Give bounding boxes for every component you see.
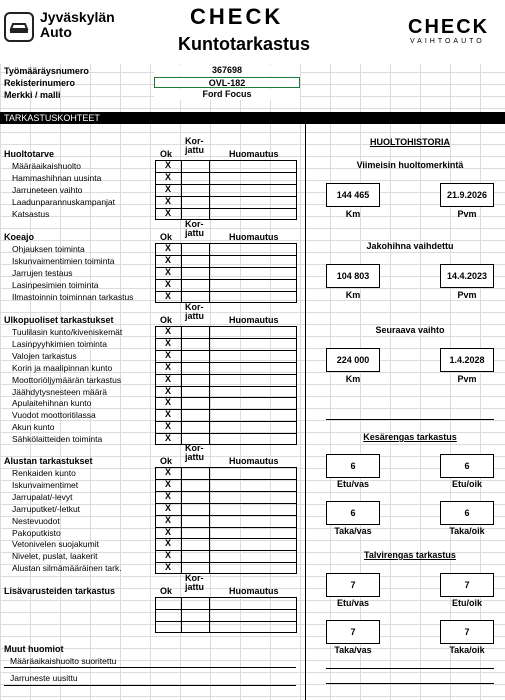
table-row-line [155, 621, 297, 622]
next-date[interactable]: 1.4.2028 [440, 348, 494, 372]
col-fixed-header-1: Kor- [185, 443, 204, 453]
col-ok-header: Ok [160, 586, 173, 596]
summer-front-left[interactable]: 6 [326, 454, 380, 478]
page-title: Kuntotarkastus [178, 34, 311, 54]
ok-check-mark[interactable]: X [164, 514, 171, 525]
check-logo: CHECK [190, 4, 284, 29]
inspection-item: Ohjauksen toiminta [12, 244, 85, 254]
col-fixed-header-1: Kor- [185, 573, 204, 583]
column-divider [305, 124, 306, 700]
summer-fl-label: Etu/vas [336, 479, 369, 489]
car-icon [4, 12, 34, 42]
section-title: Alustan tarkastukset [4, 456, 93, 466]
ok-check-mark[interactable]: X [164, 183, 171, 194]
col-fixed-header-1: Kor- [185, 219, 204, 229]
inspection-item: Alustan silmämääräinen tark. [12, 563, 122, 574]
belt-date-label: Pvm [457, 290, 477, 300]
summer-rear-right[interactable]: 6 [440, 501, 494, 525]
inspection-item: Pakoputkisto [12, 527, 61, 538]
inspection-item: Nivelet, puslat, laakerit [12, 551, 98, 562]
company-name-line1: Jyväskylän [40, 9, 115, 25]
check-vaihtoauto-subtitle: VAIHTOAUTO [410, 38, 485, 45]
inspection-item: Ilmastoinnin toiminnan tarkastus [12, 291, 134, 302]
ok-check-mark[interactable]: X [164, 254, 171, 265]
register-label: Rekisterinumero [4, 78, 76, 88]
work-order-value[interactable]: 367698 [154, 65, 300, 76]
summer-tyre-title: Kesärengas tarkastus [363, 432, 457, 442]
ok-check-mark[interactable]: X [164, 538, 171, 549]
inspection-item: Vetonivelen suojakumit [12, 539, 99, 550]
winter-rl-label: Taka/vas [334, 645, 372, 655]
inspection-item: Jarrupalat/-levyt [12, 491, 73, 502]
winter-rear-left[interactable]: 7 [326, 620, 380, 644]
section-title: Koeajo [4, 232, 35, 242]
history-underline [326, 419, 494, 420]
summer-fr-label: Etu/oik [451, 479, 482, 489]
company-name [40, 10, 115, 40]
inspection-item: Jarrujen testaus [12, 267, 73, 278]
winter-underline-2 [326, 683, 494, 684]
inspection-item: Nestevuodot [12, 515, 60, 526]
ok-check-mark[interactable]: X [164, 195, 171, 206]
next-title: Seuraava vaihto [375, 325, 445, 335]
col-remark-header: Huomautus [229, 149, 279, 159]
winter-rear-right[interactable]: 7 [440, 620, 494, 644]
ok-check-mark[interactable]: X [164, 433, 171, 444]
summer-rear-left[interactable]: 6 [326, 501, 380, 525]
ok-check-mark[interactable]: X [164, 502, 171, 513]
table-col-line [209, 160, 210, 220]
col-fixed-header-2: jattu [185, 145, 204, 155]
col-remark-header: Huomautus [229, 232, 279, 242]
inspection-item: Apulaitehihnan kunto [12, 398, 92, 409]
table-col-line [181, 467, 182, 574]
col-remark-header: Huomautus [229, 586, 279, 596]
inspection-item: Lasinpyyhkimien toiminta [12, 338, 107, 349]
section-title: Lisävarusteiden tarkastus [4, 586, 116, 596]
ok-check-mark[interactable]: X [164, 467, 171, 477]
inspection-item: Iskunvaimentimien toiminta [12, 255, 115, 266]
inspection-item: Akun kunto [12, 422, 55, 433]
ok-check-mark[interactable]: X [164, 397, 171, 408]
summer-front-right[interactable]: 6 [440, 454, 494, 478]
section-table [155, 597, 297, 633]
last-service-km[interactable]: 144 465 [326, 183, 380, 207]
inspection-item: Renkaiden kunto [12, 468, 76, 478]
ok-check-mark[interactable]: X [164, 373, 171, 384]
belt-km-label: Km [345, 290, 361, 300]
col-fixed-header-1: Kor- [185, 136, 204, 146]
summer-rl-label: Taka/vas [334, 526, 372, 536]
table-col-line [209, 467, 210, 574]
col-fixed-header-2: jattu [185, 582, 204, 592]
ok-check-mark[interactable]: X [164, 421, 171, 432]
belt-date[interactable]: 14.4.2023 [440, 264, 494, 288]
company-logo [4, 8, 124, 48]
note-line-1[interactable]: Määräaikaishuolto suoritettu [10, 656, 117, 666]
ok-check-mark[interactable]: X [164, 326, 171, 336]
winter-fl-label: Etu/vas [336, 598, 369, 608]
ok-check-mark[interactable]: X [164, 266, 171, 277]
table-row-line [155, 609, 297, 610]
inspection-item: Jarruneteen vaihto [12, 184, 83, 195]
note-underline-2 [4, 685, 296, 686]
ok-check-mark[interactable]: X [164, 290, 171, 301]
table-col-line [181, 160, 182, 220]
last-km-label: Km [345, 209, 361, 219]
ok-check-mark[interactable]: X [164, 550, 171, 561]
ok-check-mark[interactable]: X [164, 526, 171, 537]
next-km-label: Km [345, 374, 361, 384]
inspection-item: Laadunparannuskampanjat [12, 196, 116, 207]
col-ok-header: Ok [160, 232, 173, 242]
winter-front-left[interactable]: 7 [326, 573, 380, 597]
inspection-item: Määräaikaishuolto [12, 161, 81, 171]
last-service-title: Viimeisin huoltomerkintä [356, 160, 464, 170]
inspection-item: Hammashihnan uusinta [12, 172, 102, 183]
col-fixed-header-2: jattu [185, 228, 204, 238]
company-name-line2: Auto [40, 24, 72, 40]
inspection-item: Korin ja maalipinnan kunto [12, 362, 113, 373]
ok-check-mark[interactable]: X [164, 478, 171, 489]
next-km[interactable]: 224 000 [326, 348, 380, 372]
ok-check-mark[interactable]: X [164, 337, 171, 348]
inspection-item: Sähkölaitteiden toiminta [12, 434, 103, 445]
winter-front-right[interactable]: 7 [440, 573, 494, 597]
register-value[interactable]: OVL-182 [154, 77, 300, 88]
history-title: HUOLTOHISTORIA [369, 137, 450, 147]
winter-rr-label: Taka/oik [449, 645, 485, 655]
col-remark-header: Huomautus [229, 456, 279, 466]
col-fixed-header-2: jattu [185, 311, 204, 321]
inspection-item: Katsastus [12, 208, 50, 219]
check-vaihtoauto-logo: CHECK [408, 16, 490, 38]
section-title: Huoltotarve [4, 149, 55, 159]
table-col-line [181, 597, 182, 633]
col-ok-header: Ok [160, 456, 173, 466]
ok-check-mark[interactable]: X [164, 361, 171, 372]
note-line-2[interactable]: Jarruneste uusittu [10, 673, 78, 683]
notes-title: Muut huomiot [4, 644, 64, 654]
winter-tyre-title: Talvirengas tarkastus [364, 550, 456, 560]
table-col-line [209, 243, 210, 303]
next-date-label: Pvm [457, 374, 477, 384]
section-title: Ulkopuoliset tarkastukset [4, 315, 114, 325]
ok-check-mark[interactable]: X [164, 349, 171, 360]
inspection-item: Jarruputket/-letkut [12, 503, 81, 514]
table-col-line [181, 243, 182, 303]
inspection-item: Tuulilasin kunto/kiveniskemät [12, 327, 123, 337]
summer-rr-label: Taka/oik [449, 526, 485, 536]
col-fixed-header-2: jattu [185, 452, 204, 462]
make-model-value[interactable]: Ford Focus [154, 89, 300, 100]
make-model-label: Merkki / malli [4, 90, 61, 100]
col-ok-header: Ok [160, 315, 173, 325]
belt-title: Jakohihna vaihdettu [366, 241, 454, 251]
ok-check-mark[interactable]: X [164, 243, 171, 253]
ok-check-mark[interactable]: X [164, 207, 171, 218]
ok-check-mark[interactable]: X [164, 490, 171, 501]
inspection-item: Vuodot moottoritilassa [12, 410, 96, 421]
ok-check-mark[interactable]: X [164, 278, 171, 289]
col-ok-header: Ok [160, 149, 173, 159]
inspection-item: Lasinpesimien toiminta [12, 279, 99, 290]
ok-check-mark[interactable]: X [164, 160, 171, 170]
last-service-date[interactable]: 21.9.2026 [440, 183, 494, 207]
table-col-line [209, 597, 210, 633]
inspection-item: Jäähdytysnesteen määrä [12, 386, 107, 397]
belt-km[interactable]: 104 803 [326, 264, 380, 288]
section-bar: TARKASTUSKOHTEET [0, 112, 505, 124]
ok-check-mark[interactable]: X [164, 562, 171, 573]
ok-check-mark[interactable]: X [164, 171, 171, 182]
winter-underline-1 [326, 668, 494, 669]
inspection-item: Iskunvaimentimet [12, 479, 79, 490]
inspection-item: Valojen tarkastus [12, 350, 77, 361]
work-order-label: Työmääräysnumero [4, 66, 89, 76]
ok-check-mark[interactable]: X [164, 385, 171, 396]
note-underline-1 [4, 667, 296, 668]
ok-check-mark[interactable]: X [164, 409, 171, 420]
winter-fr-label: Etu/oik [451, 598, 482, 608]
inspection-item: Moottoriöljymäärän tarkastus [12, 374, 122, 385]
col-fixed-header-1: Kor- [185, 302, 204, 312]
last-date-label: Pvm [457, 209, 477, 219]
col-remark-header: Huomautus [229, 315, 279, 325]
